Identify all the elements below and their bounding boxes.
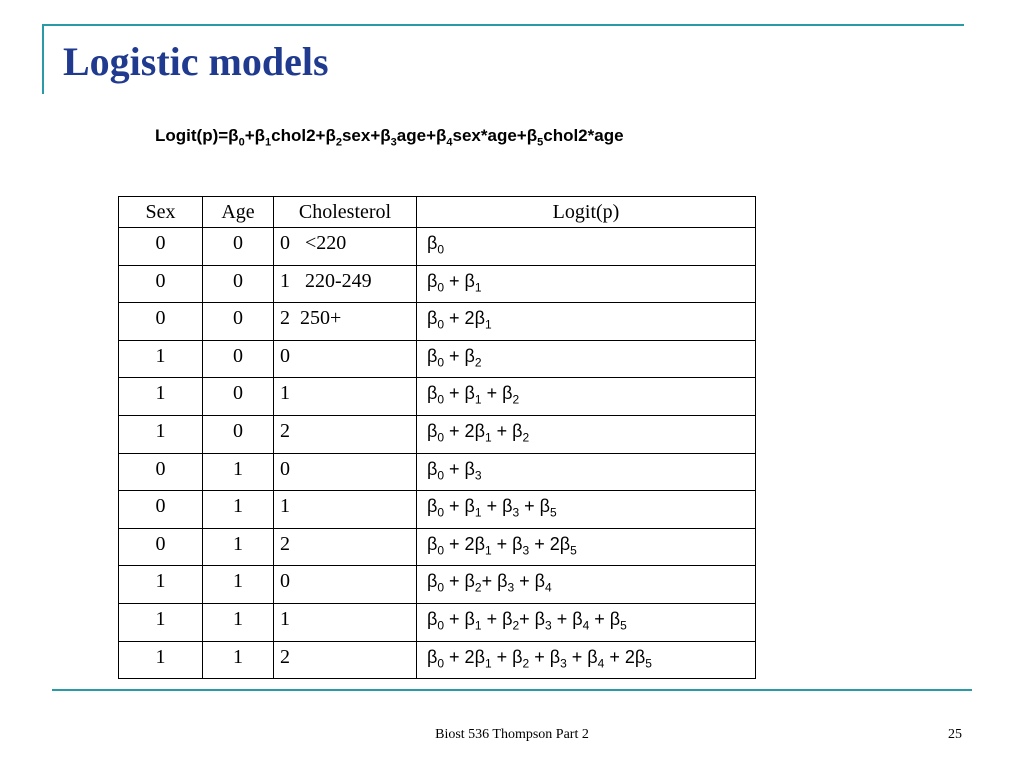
cell-cholesterol: 0 xyxy=(274,453,417,491)
cell-sex: 0 xyxy=(119,491,203,529)
cell-cholesterol: 1 xyxy=(274,378,417,416)
cell-age: 1 xyxy=(203,528,274,566)
table-row xyxy=(119,453,756,491)
footer-rule xyxy=(52,689,972,691)
cell-sex: 0 xyxy=(119,265,203,303)
formula-term: $+\beta_3age$ xyxy=(370,126,427,149)
cell-logit: $\beta_0 + \beta_1 + \beta_3 + \beta_5$ xyxy=(417,491,756,529)
formula-term: $+\beta_4sex*age$ xyxy=(426,126,517,149)
cell-sex: 1 xyxy=(119,340,203,378)
cell-age: 1 xyxy=(203,453,274,491)
table-header-row xyxy=(119,197,756,228)
header-cholesterol: Cholesterol xyxy=(274,197,417,228)
cell-sex: 0 xyxy=(119,528,203,566)
cell-logit: $\beta_0 + 2\beta_1 + \beta_2$ xyxy=(417,415,756,453)
footer-text: Biost 536 Thompson Part 2 xyxy=(435,727,589,742)
cell-logit: $\beta_0 + \beta_2$ xyxy=(417,340,756,378)
cell-sex: 1 xyxy=(119,415,203,453)
cell-sex: 1 xyxy=(119,566,203,604)
slide-title: Logistic models xyxy=(63,39,329,84)
cell-cholesterol: 1 220-249 xyxy=(274,265,417,303)
cell-age: 1 xyxy=(203,603,274,641)
logit-table xyxy=(118,196,756,679)
table-row xyxy=(119,415,756,453)
cell-logit: $\beta_0 + 2\beta_1 + \beta_2 + \beta_3 + \beta_4 + 2\beta_5$ xyxy=(417,641,756,679)
cell-sex: 1 xyxy=(119,641,203,679)
table-row xyxy=(119,265,756,303)
formula-term: $+\beta_1chol2$ xyxy=(244,126,316,149)
cell-age: 0 xyxy=(203,228,274,266)
cell-cholesterol: 2 xyxy=(274,415,417,453)
cell-cholesterol: 0 <220 xyxy=(274,228,417,266)
cell-age: 0 xyxy=(203,303,274,341)
top-rule xyxy=(42,24,964,26)
header-age: Age xyxy=(203,197,274,228)
cell-age: 0 xyxy=(203,378,274,416)
cell-sex: 0 xyxy=(119,228,203,266)
header-logit: Logit(p) xyxy=(417,197,756,228)
cell-sex: 0 xyxy=(119,453,203,491)
formula-term: $\beta_0$ xyxy=(228,126,245,149)
cell-logit: $\beta_0 + \beta_1 + \beta_2+ \beta_3 + \beta_4 + \beta_5$ xyxy=(417,603,756,641)
cell-logit: $\beta_0 + 2\beta_1$ xyxy=(417,303,756,341)
cell-cholesterol: 2 250+ xyxy=(274,303,417,341)
table-row xyxy=(119,641,756,679)
cell-sex: 1 xyxy=(119,603,203,641)
cell-sex: 1 xyxy=(119,378,203,416)
cell-sex: 0 xyxy=(119,303,203,341)
cell-logit: $\beta_0 + 2\beta_1 + \beta_3 + 2\beta_5$ xyxy=(417,528,756,566)
left-rule xyxy=(42,24,44,94)
cell-age: 1 xyxy=(203,641,274,679)
cell-cholesterol: 2 xyxy=(274,528,417,566)
cell-logit: $\beta_0 + \beta_2+ \beta_3 + \beta_4$ xyxy=(417,566,756,604)
formula-prefix: Logit(p)= xyxy=(155,126,229,145)
page-number: 25 xyxy=(948,727,962,742)
formula-term: $+\beta_5chol2*age$ xyxy=(516,126,624,149)
cell-logit: $\beta_0 + \beta_3$ xyxy=(417,453,756,491)
cell-age: 0 xyxy=(203,415,274,453)
header-sex: Sex xyxy=(119,197,203,228)
cell-logit: $\beta_0 + \beta_1$ xyxy=(417,265,756,303)
logit-formula xyxy=(155,126,624,148)
cell-logit: $\beta_0$ xyxy=(417,228,756,266)
cell-cholesterol: 1 xyxy=(274,603,417,641)
cell-cholesterol: 0 xyxy=(274,340,417,378)
table-row xyxy=(119,303,756,341)
table-row xyxy=(119,340,756,378)
cell-cholesterol: 0 xyxy=(274,566,417,604)
cell-age: 0 xyxy=(203,265,274,303)
table-row xyxy=(119,378,756,416)
cell-cholesterol: 1 xyxy=(274,491,417,529)
cell-cholesterol: 2 xyxy=(274,641,417,679)
table-row xyxy=(119,566,756,604)
cell-age: 0 xyxy=(203,340,274,378)
cell-age: 1 xyxy=(203,566,274,604)
table-row xyxy=(119,491,756,529)
formula-term: $+\beta_2sex$ xyxy=(315,126,371,149)
cell-logit: $\beta_0 + \beta_1 + \beta_2$ xyxy=(417,378,756,416)
cell-age: 1 xyxy=(203,491,274,529)
table-row xyxy=(119,603,756,641)
table-row xyxy=(119,228,756,266)
table-row xyxy=(119,528,756,566)
